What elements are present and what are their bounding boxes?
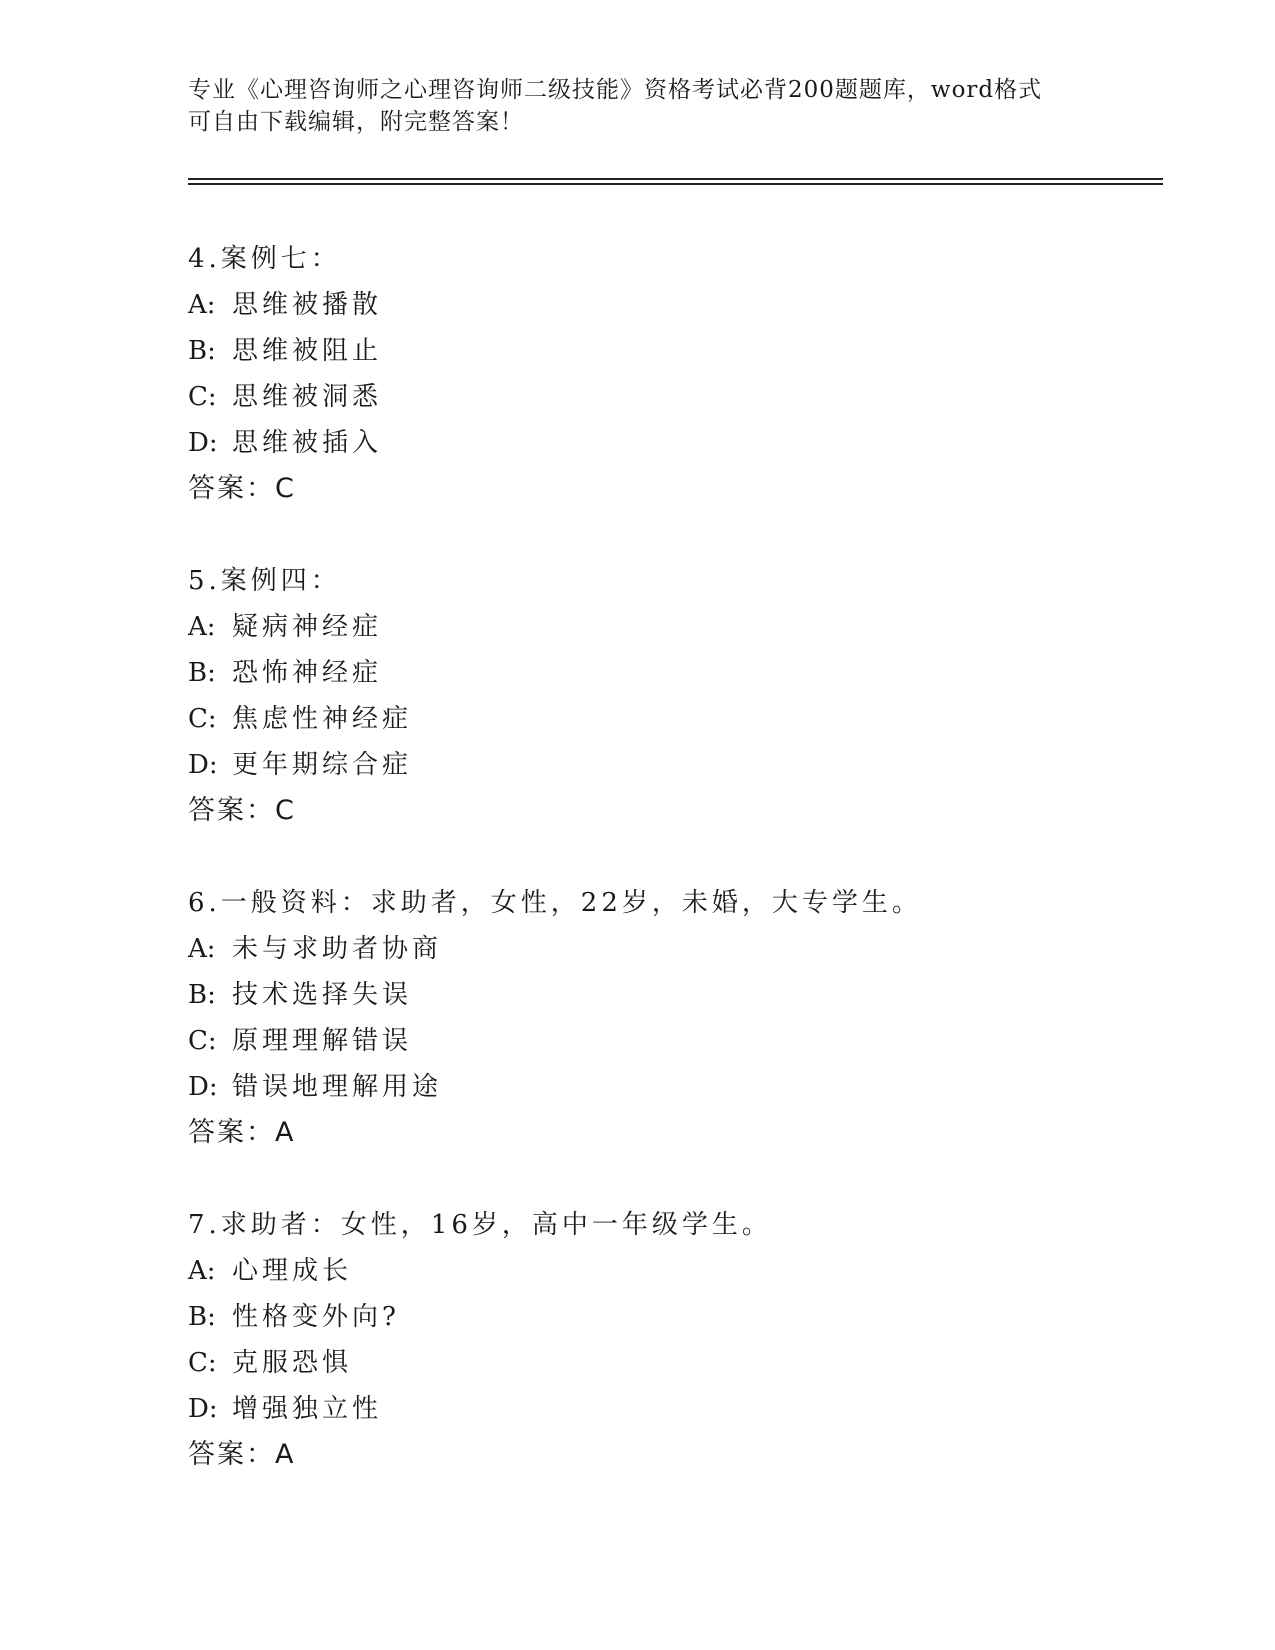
option-letter: C:	[188, 1348, 217, 1378]
option-letter: D:	[188, 1394, 218, 1424]
option-letter: A:	[188, 290, 216, 320]
option-text: 思维被播散	[232, 290, 383, 320]
option-text: 焦虑性神经症	[232, 704, 413, 734]
question-stem: 5.案例四：	[188, 566, 341, 596]
answer-line: 答案：A	[188, 1439, 296, 1470]
document-header	[188, 74, 1088, 138]
option-text: 心理成长	[232, 1256, 353, 1286]
option-text: 思维被插入	[232, 428, 383, 458]
option-letter: C:	[188, 1026, 217, 1056]
option-letter: C:	[188, 382, 217, 412]
option-c	[188, 1018, 1168, 1064]
header-line-1: 专业《心理咨询师之心理咨询师二级技能》资格考试必背200题题库，word格式	[188, 77, 1043, 103]
option-b	[188, 1294, 1168, 1340]
header-divider-bottom	[188, 183, 1163, 185]
option-letter: D:	[188, 750, 218, 780]
option-text: 更年期综合症	[232, 750, 413, 780]
option-d	[188, 420, 1168, 466]
option-a	[188, 1248, 1168, 1294]
option-c	[188, 374, 1168, 420]
option-a	[188, 604, 1168, 650]
option-a	[188, 926, 1168, 972]
answer-line: 答案：C	[188, 795, 296, 826]
option-letter: B:	[188, 1302, 216, 1332]
question-stem: 4.案例七：	[188, 244, 341, 274]
option-letter: C:	[188, 704, 217, 734]
option-text: 恐怖神经症	[232, 658, 383, 688]
option-text: 思维被洞悉	[232, 382, 383, 412]
option-b	[188, 328, 1168, 374]
option-text: 思维被阻止	[232, 336, 383, 366]
option-letter: A:	[188, 934, 216, 964]
header-line-2: 可自由下载编辑，附完整答案！	[188, 109, 524, 135]
option-c	[188, 1340, 1168, 1386]
option-text: 增强独立性	[232, 1394, 383, 1424]
option-letter: D:	[188, 428, 218, 458]
option-text: 克服恐惧	[232, 1348, 353, 1378]
answer-line: 答案：A	[188, 1117, 296, 1148]
question-item	[188, 236, 1168, 512]
option-letter: B:	[188, 658, 216, 688]
option-text: 性格变外向?	[232, 1302, 400, 1332]
question-list	[188, 236, 1168, 1524]
option-text: 技术选择失误	[232, 980, 413, 1010]
option-c	[188, 696, 1168, 742]
option-text: 原理理解错误	[232, 1026, 413, 1056]
option-a	[188, 282, 1168, 328]
option-letter: D:	[188, 1072, 218, 1102]
option-letter: B:	[188, 980, 216, 1010]
header-divider-top	[188, 178, 1163, 180]
option-d	[188, 1386, 1168, 1432]
option-letter: A:	[188, 612, 216, 642]
question-stem: 7.求助者：女性，16岁，高中一年级学生。	[188, 1210, 772, 1240]
question-item	[188, 1202, 1168, 1478]
option-b	[188, 972, 1168, 1018]
option-text: 错误地理解用途	[232, 1072, 443, 1102]
question-item	[188, 558, 1168, 834]
option-letter: B:	[188, 336, 216, 366]
answer-line: 答案：C	[188, 473, 296, 504]
option-d	[188, 1064, 1168, 1110]
option-b	[188, 650, 1168, 696]
option-letter: A:	[188, 1256, 216, 1286]
option-d	[188, 742, 1168, 788]
option-text: 疑病神经症	[232, 612, 383, 642]
option-text: 未与求助者协商	[232, 934, 443, 964]
question-stem: 6.一般资料：求助者，女性，22岁，未婚，大专学生。	[188, 888, 922, 918]
question-item	[188, 880, 1168, 1156]
